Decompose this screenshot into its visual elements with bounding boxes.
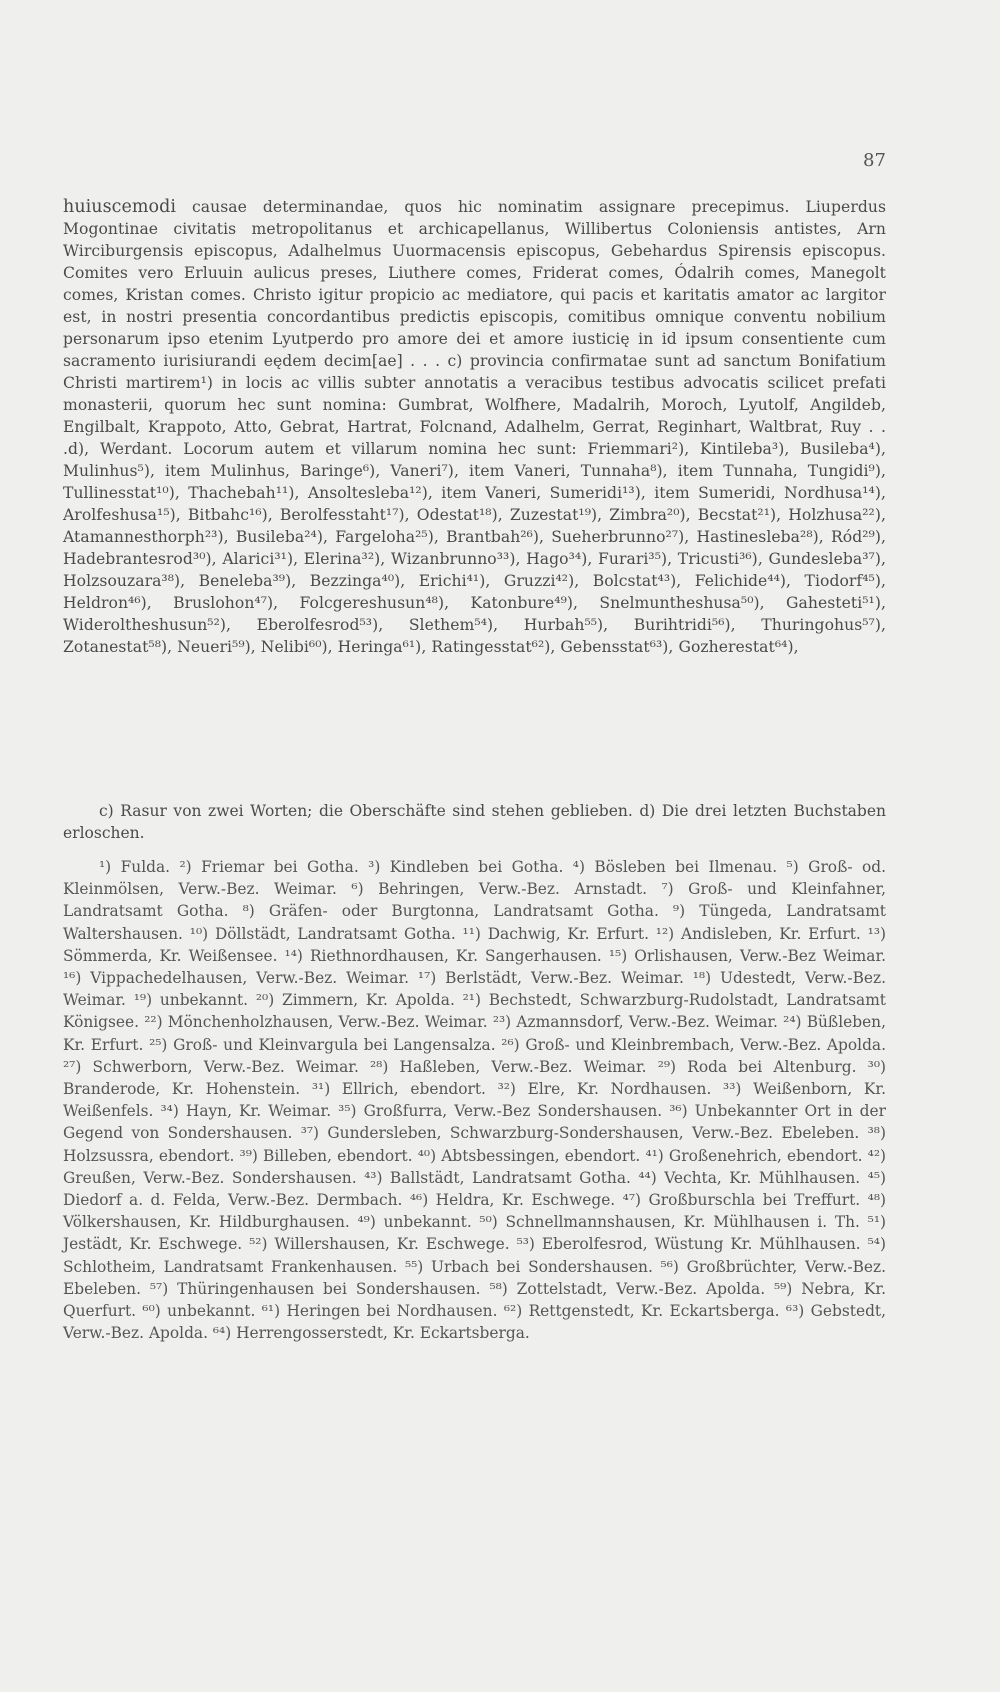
- charter-text: [63, 196, 886, 658]
- editor-notes-text: c) Rasur von zwei Worten; die Oberschäfte sind stehen geblieben. d) Die drei letzten Buchstaben erloschen.: [63, 802, 886, 842]
- editor-notes: [63, 800, 886, 844]
- charter-lead-word: huiuscemodi: [63, 197, 177, 217]
- charter-body: causae determinandae, quos hic nominatim assignare precepimus. Liuperdus Mogontinae civitatis metropolitanus et archicapellanus, Willibertus Coloniensis antistes, Arn Wirciburgensis episcopus, Adalhelmus Uuormacensis episcopus, Gebehardus Spirensis episcopus. Comites vero Erluuin aulicus preses, Liuthere comes, Friderat comes, Ódalrih comes, Manegolt comes, Kristan comes. Christo igitur propicio ac mediatore, qui pacis et karitatis amator ac largitor est, in nostri presentia concordantibus predictis episcopis, comitibus omnique conventu nobilium personarum ipso etenim Lyutperdo pro amore dei et amore iusticię in id ipsum consentiente cum sacramento iurisiurandi eędem decim[ae] . . . c) provincia confirmatae sunt ad sanctum Bonifatium Christi martirem¹) in locis ac villis subter annotatis a veracibus testibus advocatis scilicet prefati monasterii, quorum hec sunt nomina: Gumbrat, Wolfhere, Madalrih, Moroch, Lyutolf, Angildeb, Engilbalt, Krappoto, Atto, Gebrat, Hartrat, Folcnand, Adalhelm, Gerrat, Reginhart, Waltbrat, Ruy . . .d), Werdant. Locorum autem et villarum nomina hec sunt: Friemmari²), Kintileba³), Busileba⁴), Mulinhus⁵), item Mulinhus, Baringe⁶), Vaneri⁷), item Vaneri, Tunnaha⁸), item Tunnaha, Tungidi⁹), Tullinesstat¹⁰), Thachebah¹¹), Ansoltesleba¹²), item Vaneri, Sumeridi¹³), item Sumeridi, Nordhusa¹⁴), Arolfeshusa¹⁵), Bitbahc¹⁶), Berolfesstaht¹⁷), Odestat¹⁸), Zuzestat¹⁹), Zimbra²⁰), Becstat²¹), Holzhusa²²), Atamannesthorph²³), Busileba²⁴), Fargeloha²⁵), Brantbah²⁶), Sueherbrunno²⁷), Hastinesleba²⁸), Ród²⁹), Hadebrantesrod³⁰), Alarici³¹), Elerina³²), Wizanbrunno³³), Hago³⁴), Furari³⁵), Tricusti³⁶), Gundesleba³⁷), Holzsouzara³⁸), Beneleba³⁹), Bezzinga⁴⁰), Erichi⁴¹), Gruzzi⁴²), Bolcstat⁴³), Felichide⁴⁴), Tiodorf⁴⁵), Heldron⁴⁶), Bruslohon⁴⁷), Folcgereshusun⁴⁸), Katonbure⁴⁹), Snelmuntheshusa⁵⁰), Gahesteti⁵¹), Wideroltheshusun⁵²), Eberolfesrod⁵³), Slethem⁵⁴), Hurbah⁵⁵), Burihtridi⁵⁶), Thuringohus⁵⁷), Zotanestat⁵⁸), Neueri⁵⁹), Nelibi⁶⁰), Heringa⁶¹), Ratingesstat⁶²), Gebensstat⁶³), Gozherestat⁶⁴),: [63, 198, 886, 656]
- footnotes-text: ¹) Fulda. ²) Friemar bei Gotha. ³) Kindleben bei Gotha. ⁴) Bösleben bei Ilmenau. ⁵) Groß- od. Kleinmölsen, Verw.-Bez. Weimar. ⁶) Behringen, Verw.-Bez. Arnstadt. ⁷) Groß- und Kleinfahner, Landratsamt Gotha. ⁸) Gräfen- oder Burgtonna, Landratsamt Gotha. ⁹) Tüngeda, Landratsamt Waltershausen. ¹⁰) Döllstädt, Landratsamt Gotha. ¹¹) Dachwig, Kr. Erfurt. ¹²) Andisleben, Kr. Erfurt. ¹³) Sömmerda, Kr. Weißensee. ¹⁴) Riethnordhausen, Kr. Sangerhausen. ¹⁵) Orlishausen, Verw.-Bez Weimar. ¹⁶) Vippachedelhausen, Verw.-Bez. Weimar. ¹⁷) Berlstädt, Verw.-Bez. Weimar. ¹⁸) Udestedt, Verw.-Bez. Weimar. ¹⁹) unbekannt. ²⁰) Zimmern, Kr. Apolda. ²¹) Bechstedt, Schwarzburg-Rudolstadt, Landratsamt Königsee. ²²) Mönchenholzhausen, Verw.-Bez. Weimar. ²³) Azmannsdorf, Verw.-Bez. Weimar. ²⁴) Büßleben, Kr. Erfurt. ²⁵) Groß- und Kleinvargula bei Langensalza. ²⁶) Groß- und Kleinbrembach, Verw.-Bez. Apolda. ²⁷) Schwerborn, Verw.-Bez. Weimar. ²⁸) Haßleben, Verw.-Bez. Weimar. ²⁹) Roda bei Altenburg. ³⁰) Branderode, Kr. Hohenstein. ³¹) Ellrich, ebendort. ³²) Elre, Kr. Nordhausen. ³³) Weißenborn, Kr. Weißenfels. ³⁴) Hayn, Kr. Weimar. ³⁵) Großfurra, Verw.-Bez Sondershausen. ³⁶) Unbekannter Ort in der Gegend von Sondershausen. ³⁷) Gundersleben, Schwarzburg-Sondershausen, Verw.-Bez. Ebeleben. ³⁸) Holzsussra, ebendort. ³⁹) Billeben, ebendort. ⁴⁰) Abtsbessingen, ebendort. ⁴¹) Großenehrich, ebendort. ⁴²) Greußen, Verw.-Bez. Sondershausen. ⁴³) Ballstädt, Landratsamt Gotha. ⁴⁴) Vechta, Kr. Mühlhausen. ⁴⁵) Diedorf a. d. Felda, Verw.-Bez. Dermbach. ⁴⁶) Heldra, Kr. Eschwege. ⁴⁷) Großburschla bei Treffurt. ⁴⁸) Völkershausen, Kr. Hildburghausen. ⁴⁹) unbekannt. ⁵⁰) Schnellmannshausen, Kr. Mühlhausen i. Th. ⁵¹) Jestädt, Kr. Eschwege. ⁵²) Willershausen, Kr. Eschwege. ⁵³) Eberolfesrod, Wüstung Kr. Mühlhausen. ⁵⁴) Schlotheim, Landratsamt Frankenhausen. ⁵⁵) Urbach bei Sondershausen. ⁵⁶) Großbrüchter, Verw.-Bez. Ebeleben. ⁵⁷) Thüringenhausen bei Sondershausen. ⁵⁸) Zottelstadt, Verw.-Bez. Apolda. ⁵⁹) Nebra, Kr. Querfurt. ⁶⁰) unbekannt. ⁶¹) Heringen bei Nordhausen. ⁶²) Rettgenstedt, Kr. Eckartsberga. ⁶³) Gebstedt, Verw.-Bez. Apolda. ⁶⁴) Herrengosserstedt, Kr. Eckartsberga.: [63, 858, 886, 1343]
- charter-paragraph: [63, 196, 886, 658]
- page-number: 87: [863, 150, 886, 171]
- footnotes: [63, 856, 886, 1344]
